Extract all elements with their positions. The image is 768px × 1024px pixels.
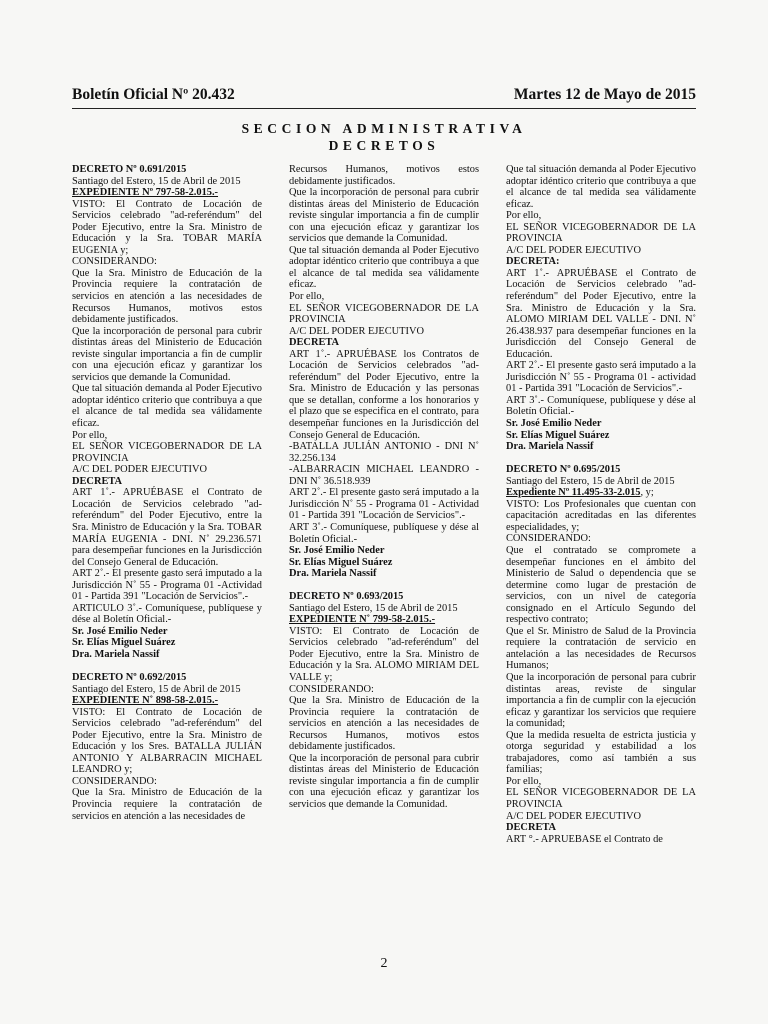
paragraph: VISTO: El Contrato de Locación de Servicios celebrado "ad-referéndum" del Poder Ejecutivo, entre la Sra. Ministro de Educación y la Sra. ALOMO MIRIAM DEL VALLE y;: [289, 625, 479, 684]
signature: Sr. Elías Miguel Suárez: [72, 637, 176, 649]
header-rule: [72, 108, 696, 109]
text-column-3: [506, 164, 696, 845]
signature: Sr. Elías Miguel Suárez: [506, 429, 610, 441]
paragraph: Por ello,: [506, 210, 542, 222]
decree-date: Santiago del Estero, 15 de Abril de 2015: [289, 602, 458, 614]
paragraph: Que el contratado se compromete a desempeñar funciones en el ámbito del Ministerio de Salud o dependencia que se determine como lugar de prestación de servicios, con un nivel de categoría consignado en el Artículo Segundo del respectivo contrato;: [506, 545, 696, 626]
paragraph: A/C DEL PODER EJECUTIVO: [506, 810, 641, 822]
paragraph: Que tal situación demanda al Poder Ejecutivo adoptar idéntico criterio que contribuya a que el alcance de tal medida sea válidamente eficaz.: [289, 244, 479, 291]
paragraph: Por ello,: [506, 775, 542, 787]
decree-date: Santiago del Estero, 15 de Abril de 2015: [72, 175, 241, 187]
paragraph: ART 2˚.- El presente gasto será imputado a la Jurisdicción N˚ 55 - Programa 01 -Actividad 01 - Partida 391 "Locación de Servicios".-: [72, 568, 262, 603]
section-title: SECCION ADMINISTRATIVA: [241, 121, 527, 136]
paragraph: Que la incorporación de personal para cubrir distintas áreas del Ministerio de Educación reviste singular importancia a fin de cumplir con una ejecución eficaz y garantizar los servicios que demande la Comunidad.: [72, 325, 262, 383]
paragraph: ART 1˚.- APRUÉBASE el Contrato de Locación de Servicios celebrado "ad-referéndum" del Poder Ejecutivo, entre la Sra. Ministro de Educación y la Sra. ALOMO MIRIAM DEL VALLE - DNI. N˚ 26.438.937 para desempeñar funciones en la Jurisdicción del Consejo General de Educación.: [506, 267, 696, 360]
expediente-line: [506, 487, 696, 499]
expediente-number: Expediente Nº 11.495-33-2.015: [506, 487, 641, 499]
paragraph: EL SEÑOR VICEGOBERNADOR DE LA PROVINCIA: [506, 787, 696, 811]
paragraph: Que la incorporación de personal para cubrir distintas áreas del Ministerio de Educación reviste singular importancia a fin de cumplir con una ejecución eficaz y garantizar los servicios que demande la Comunidad.: [289, 187, 479, 245]
decree-title: DECRETO Nº 0.693/2015: [289, 591, 404, 603]
paragraph: A/C DEL PODER EJECUTIVO: [72, 464, 207, 476]
signature: Dra. Mariela Nassif: [72, 648, 160, 660]
paragraph: CONSIDERANDO:: [72, 256, 157, 268]
signature: Sr. Elías Miguel Suárez: [289, 556, 393, 568]
paragraph: Que la Sra. Ministro de Educación de la Provincia requiere la contratación de servicios en atención a las necesidades de Recursos Humanos, motivos estos debidamente justificados.: [289, 695, 479, 753]
paragraph: Que tal situación demanda al Poder Ejecutivo adoptar idéntico criterio que contribuya a que el alcance de tal medida sea válidamente eficaz.: [72, 383, 262, 430]
paragraph: VISTO: Los Profesionales que cuentan con capacitación acreditadas en las diferentes especialidades, y;: [506, 498, 696, 533]
paragraph: Por ello,: [289, 291, 325, 303]
paragraph: ART 2˚.- El presente gasto será imputado a la Jurisdicción N˚ 55 - Programa 01 - actividad 01 - Partida 391 "Locación de Servicios".-: [506, 360, 696, 395]
paragraph: CONSIDERANDO:: [72, 775, 157, 787]
paragraph: Por ello,: [72, 429, 108, 441]
paragraph: ART 2˚.- El presente gasto será imputado a la Jurisdicción N˚ 55 - Programa 01 - Actividad 01 - Partida 391 "Locación de Servicios".-: [289, 487, 479, 522]
paragraph: Que la medida resuelta de estricta justicia y otorga seguridad y estabilidad a los trabajadores, como así también a sus familias;: [506, 729, 696, 776]
paragraph: Que la incorporación de personal para cubrir distintas áreas del Ministerio de Educación reviste singular importancia a fin de cumplir con una ejecución eficaz y garantizar los servicios que demande la Comunidad.: [289, 752, 479, 811]
paragraph: -ALBARRACIN MICHAEL LEANDRO - DNI N˚ 36.518.939: [289, 464, 479, 487]
issue-date: Martes 12 de Mayo de 2015: [513, 86, 696, 103]
paragraph: ART 3˚.- Comuníquese, publíquese y dése al Boletín Oficial.-: [289, 521, 479, 545]
expediente-number: EXPEDIENTE N˚ 799-58-2.015.-: [289, 614, 436, 626]
text-column-1: [72, 164, 262, 822]
paragraph: Que la incorporación de personal para cubrir distintas areas, reviste de singular importancia a fin de cumplir con la ejecución eficaz y garantizar los servicios que requiere la comunidad;: [506, 672, 696, 730]
paragraph: EL SEÑOR VICEGOBERNADOR DE LA PROVINCIA: [72, 441, 262, 464]
page-header: [72, 86, 696, 108]
paragraph: A/C DEL PODER EJECUTIVO: [506, 244, 641, 256]
paragraph: Recursos Humanos, motivos estos debidamente justificados.: [289, 164, 479, 187]
paragraph: -BATALLA JULIÁN ANTONIO - DNI N˚ 32.256.134: [289, 441, 479, 464]
paragraph: Que la Sra. Ministro de Educación de la Provincia requiere la contratación de servicios en atención a las necesidades de: [72, 787, 262, 822]
signature: Dra. Mariela Nassif: [506, 441, 594, 453]
paragraph: EL SEÑOR VICEGOBERNADOR DE LA PROVINCIA: [289, 302, 479, 326]
decree-title: DECRETO Nº 0.691/2015: [72, 164, 187, 175]
expediente-suffix: , y;: [640, 487, 654, 499]
paragraph: ART 3˚.- Comuníquese, publíquese y dése al Boletín Oficial.-: [506, 394, 696, 418]
paragraph: A/C DEL PODER EJECUTIVO: [289, 325, 424, 337]
paragraph: Que el Sr. Ministro de Salud de la Provincia requiere la contratación de servicio en antelación a las necesidades de Recursos Humanos;: [506, 625, 696, 672]
expediente-number: EXPEDIENTE Nº 797-58-2.015.-: [72, 187, 219, 199]
bulletin-number: Boletín Oficial Nº 20.432: [72, 86, 235, 103]
signature: Dra. Mariela Nassif: [289, 568, 377, 580]
paragraph: CONSIDERANDO:: [289, 683, 374, 695]
paragraph: EL SEÑOR VICEGOBERNADOR DE LA PROVINCIA: [506, 221, 696, 245]
decree-date: Santiago del Estero, 15 de Abril de 2015: [506, 475, 675, 487]
paragraph: ART °.- APRUEBASE el Contrato de: [506, 833, 663, 845]
decreta-heading: DECRETA:: [506, 256, 560, 268]
decree-title: DECRETO Nº 0.695/2015: [506, 464, 621, 476]
text-column-2: [289, 164, 479, 811]
paragraph: ART 1˚.- APRUÉBASE los Contratos de Locación de Servicios celebrados "ad-referéndum" del Poder Ejecutivo, entre la Sra. Ministro de Educación y las personas que se detallan, conforme a los honorarios y el plazo que se especifica en el contrato, para desempeñar funciones en la Jurisdicción del Consejo General de Educación.: [289, 348, 479, 441]
decreta-heading: DECRETA: [506, 822, 557, 834]
decreta-heading: DECRETA: [289, 337, 340, 349]
paragraph: Que tal situación demanda al Poder Ejecutivo adoptar idéntico criterio que contribuya a que el alcance de tal medida sea válidamente eficaz.: [506, 164, 696, 210]
signature: Sr. José Emilio Neder: [72, 625, 168, 637]
decree-title: DECRETO Nº 0.692/2015: [72, 672, 187, 684]
paragraph: CONSIDERANDO:: [506, 533, 591, 545]
paragraph: ARTICULO 3˚.- Comuníquese, publíquese y dése al Boletín Oficial.-: [72, 602, 262, 626]
signature: Sr. José Emilio Neder: [506, 418, 602, 430]
decreta-heading: DECRETA: [72, 475, 123, 487]
paragraph: VISTO: El Contrato de Locación de Servicios celebrado "ad-referéndum" del Poder Ejecutivo, entre la Sra. Ministro de Educación y la Sra. TOBAR MARÍA EUGENIA y;: [72, 198, 262, 256]
paragraph: Que la Sra. Ministro de Educación de la Provincia requiere la contratación de servicios en atención a las necesidades de Recursos Humanos, motivos estos debidamente justificados.: [72, 267, 262, 326]
paragraph: VISTO: El Contrato de Locación de Servicios celebrado "ad-referéndum" del Poder Ejecutivo, entre la Sra. Ministro de Educación y los Sres. BATALLA JULIÁN ANTONIO Y ALBARRACIN MICHAEL LEANDRO y;: [72, 706, 262, 776]
paragraph: ART 1˚.- APRUÉBASE el Contrato de Locación de Servicios celebrado "ad-referéndum" del Poder Ejecutivo, entre la Sra. Ministro de Educación y la Sra. TOBAR MARÍA EUGENIA - DNI. N˚ 29.236.571 para desempeñar funciones en la Jurisdicción del Consejo General de Educación.: [72, 487, 262, 568]
decree-date: Santiago del Estero, 15 de Abril de 2015: [72, 683, 241, 695]
signature: Sr. José Emilio Neder: [289, 545, 385, 557]
page-number: 2: [380, 956, 388, 971]
expediente-number: EXPEDIENTE N˚ 898-58-2.015.-: [72, 695, 219, 707]
section-subtitle: DECRETOS: [328, 138, 440, 153]
